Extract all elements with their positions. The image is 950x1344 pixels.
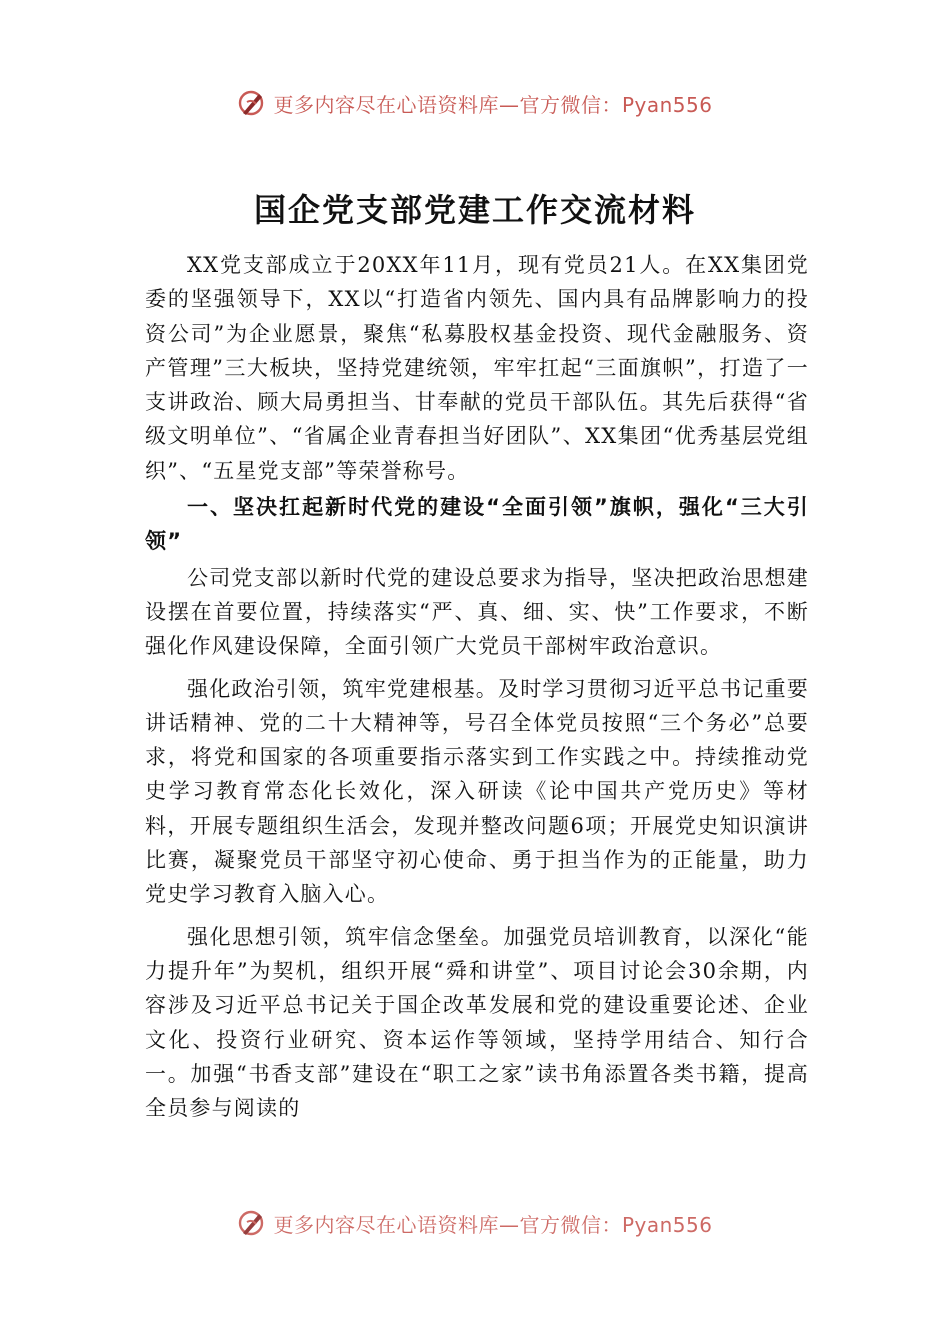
watermark-banner-top [0, 86, 950, 120]
document-title: 国企党支部党建工作交流材料 [253, 191, 696, 229]
paragraph-intro: XX党支部成立于20XX年11月，现有党员21人。在XX集团党委的坚强领导下，XX以“打造省内领先、国内具有品牌影响力的投资公司”为企业愿景，聚焦“私募股权基金投资、现代金融服务、资产管理”三大板块，坚持党建统领，牢牢扛起“三面旗帜”，打造了一支讲政治、顾大局勇担当、甘奉献的党员干部队伍。其先后获得“省级文明单位”、“省属企业青春担当好团队”、XX集团“优秀基层党组织”、“五星党支部”等荣誉称号。 [145, 253, 809, 483]
document-body [145, 248, 809, 1125]
watermark-text: 更多内容尽在心语资料库—官方微信：Pyan556 [273, 92, 713, 117]
pen-logo-icon [237, 1208, 267, 1238]
watermark-banner-bottom [0, 1206, 950, 1240]
watermark-text: 更多内容尽在心语资料库—官方微信：Pyan556 [273, 1212, 713, 1237]
section-heading-1: 一、坚决扛起新时代党的建设“全面引领”旗帜，强化“三大引领” [145, 495, 809, 554]
paragraph: 强化思想引领，筑牢信念堡垒。加强党员培训教育，以深化“能力提升年”为契机，组织开展“舜和讲堂”、项目讨论会30余期，内容涉及习近平总书记关于国企改革发展和党的建设重要论述、企业文化、投资行业研究、资本运作等领域，坚持学用结合、知行合一。加强“书香支部”建设在“职工之家”读书角添置各类书籍，提高全员参与阅读的 [145, 924, 809, 1121]
paragraph: 公司党支部以新时代党的建设总要求为指导，坚决把政治思想建设摆在首要位置，持续落实“严、真、细、实、快”工作要求，不断强化作风建设保障，全面引领广大党员干部树牢政治意识。 [145, 565, 809, 659]
pen-logo-icon [237, 88, 267, 118]
paragraph: 强化政治引领，筑牢党建根基。及时学习贯彻习近平总书记重要讲话精神、党的二十大精神等，号召全体党员按照“三个务必”总要求，将党和国家的各项重要指示落实到工作实践之中。持续推动党史学习教育常态化长效化，深入研读《论中国共产党历史》等材料，开展专题组织生活会，发现并整改问题6项；开展党史知识演讲比赛，凝聚党员干部坚守初心使命、勇于担当作为的正能量，助力党史学习教育入脑入心。 [145, 676, 809, 907]
